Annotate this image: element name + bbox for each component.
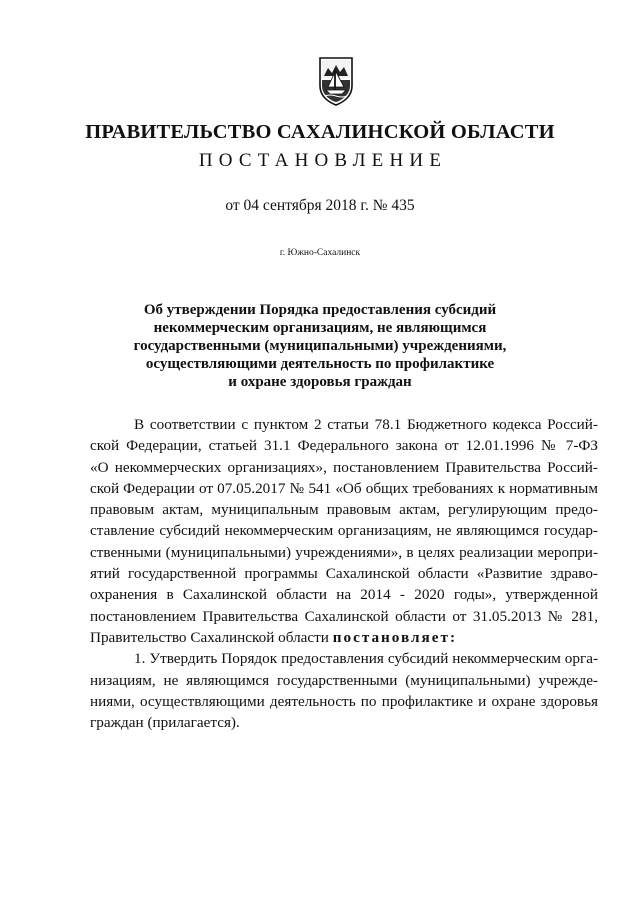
title-line: Об утверждении Порядка предоставления субсидий bbox=[143, 302, 497, 318]
item1-line: ниями, осуществляющими деятельность по профилактике и охране здоровья bbox=[90, 692, 598, 710]
document-body bbox=[90, 414, 598, 733]
preamble-line: ставление субсидий некоммерческим организациям, не являющимся государ- bbox=[90, 522, 598, 540]
preamble-line: охранения в Сахалинской области на 2014 - 2020 годы», утвержденной bbox=[90, 586, 598, 604]
document-type: ПОСТАНОВЛЕНИЕ bbox=[198, 150, 448, 171]
item1-line: низациям, не являющимся государственными (муниципальными) учрежде- bbox=[90, 671, 598, 689]
date-and-number: от 04 сентября 2018 г. № 435 bbox=[225, 197, 415, 214]
preamble-line: правовым актам, муниципальным правовым актам, регулирующим предо- bbox=[90, 501, 598, 519]
decree-word: постановляет: bbox=[332, 628, 458, 646]
title-line: и охране здоровья граждан bbox=[228, 374, 412, 390]
preamble-final-line bbox=[90, 627, 598, 648]
item1-line: граждан (прилагается). bbox=[90, 714, 240, 732]
preamble-line: «О некоммерческих организациях», постановлением Правительства Россий- bbox=[90, 458, 598, 476]
preamble-line: В соответствии с пунктом 2 статьи 78.1 Бюджетного кодекса Россий- bbox=[134, 416, 598, 433]
city-name: г. Южно-Сахалинск bbox=[279, 248, 361, 258]
title-line: государственными (муниципальными) учреждениями, bbox=[133, 338, 507, 354]
preamble-line: постановлением Правительства Сахалинской области от 31.05.2013 № 281, bbox=[90, 607, 598, 625]
item1-line: 1. Утвердить Порядок предоставления субсидий некоммерческим орга- bbox=[134, 650, 598, 668]
title-line: некоммерческим организациям, не являющимся bbox=[153, 320, 487, 336]
preamble-line: ской Федерации, статьей 31.1 Федерального закона от 12.01.1996 № 7-ФЗ bbox=[90, 437, 598, 455]
government-name: ПРАВИТЕЛЬСТВО САХАЛИНСКОЙ ОБЛАСТИ bbox=[85, 121, 555, 143]
preamble-final-text: Правительство Сахалинской области bbox=[90, 628, 333, 646]
document-title bbox=[100, 301, 540, 391]
preamble-line: ственными (муниципальными) учреждениями», в целях реализации меропри- bbox=[90, 543, 598, 561]
preamble-line: ской Федерации от 07.05.2017 № 541 «Об общих требованиях к нормативным bbox=[90, 479, 598, 497]
title-line: осуществляющими деятельность по профилактике bbox=[145, 356, 495, 372]
preamble-line: ятий государственной программы Сахалинской области «Развитие здраво- bbox=[90, 565, 598, 583]
coat-of-arms-icon bbox=[318, 56, 354, 106]
